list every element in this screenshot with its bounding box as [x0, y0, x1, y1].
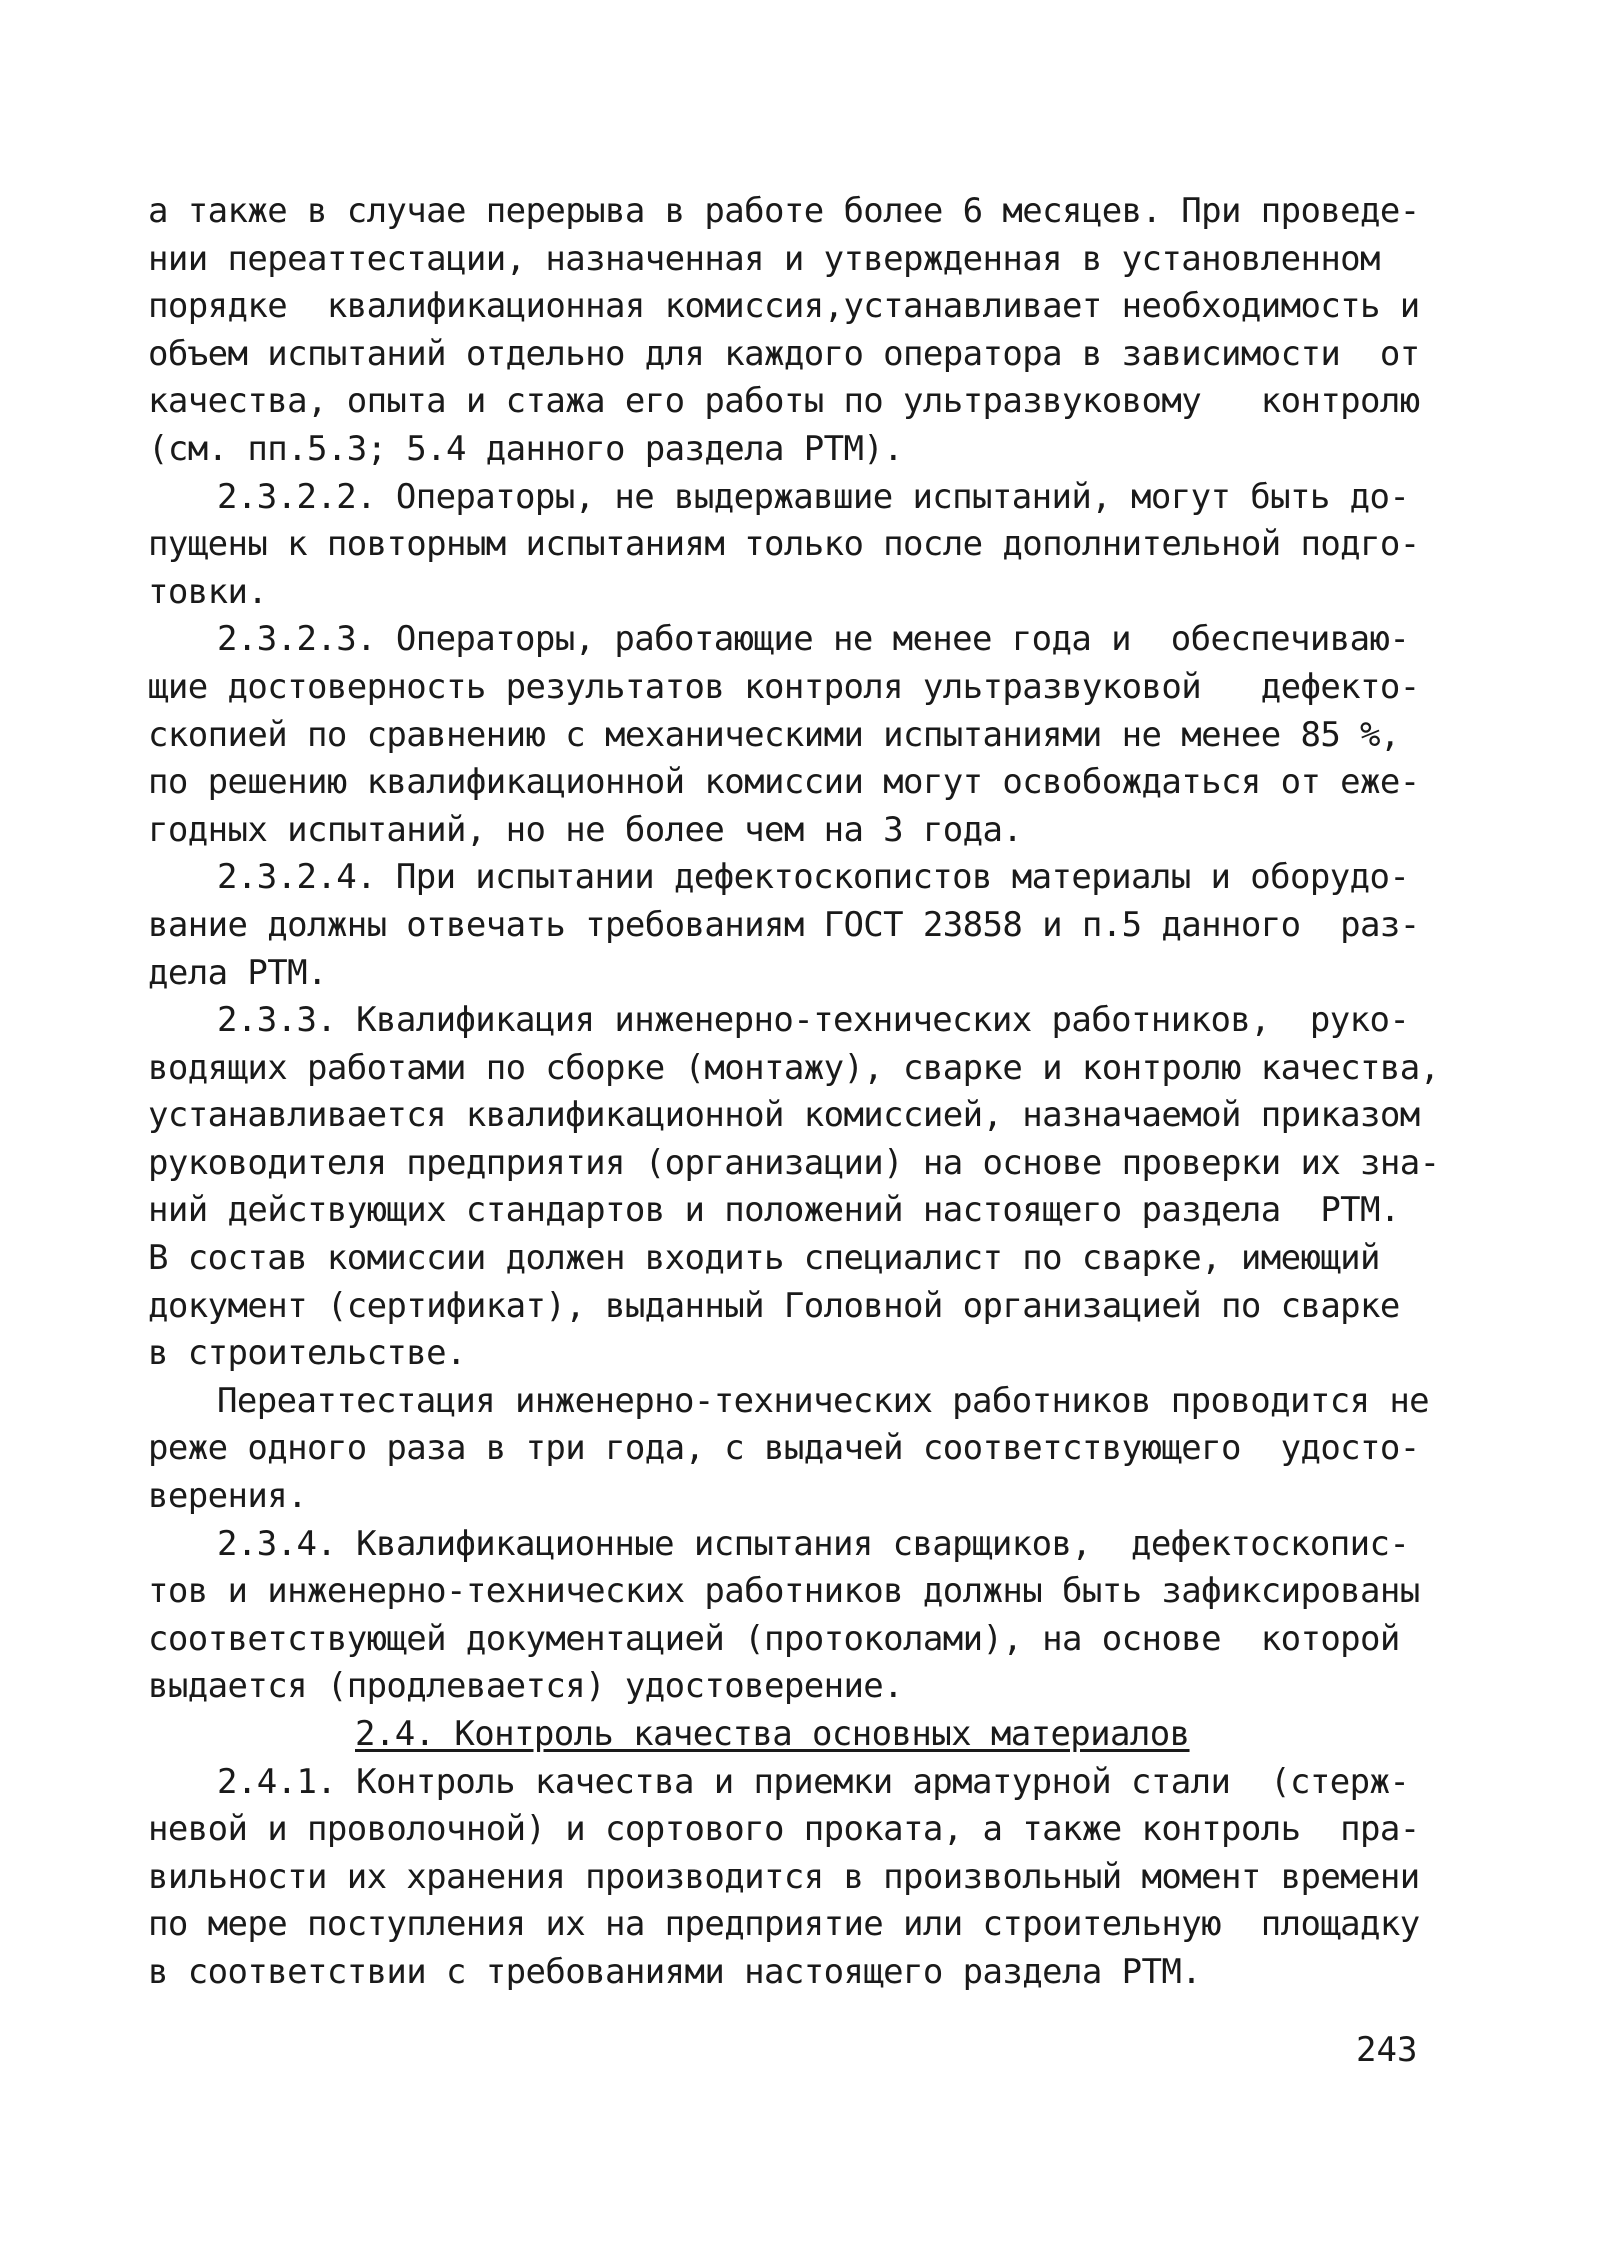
- text-line: вильности их хранения производится в произвольный момент времени: [148, 1856, 1420, 1897]
- text-line: устанавливается квалификационной комиссией, назначаемой приказом: [148, 1095, 1420, 1136]
- text-line: по решению квалификационной комиссии могут освобождаться от еже-: [148, 762, 1420, 803]
- text-line: вание должны отвечать требованиям ГОСТ 23858 и п.5 данного раз-: [148, 904, 1420, 945]
- text-line: В состав комиссии должен входить специалист по сварке, имеющий: [148, 1238, 1380, 1279]
- page-number: 243: [1356, 2030, 1418, 2070]
- paragraph-reattestation: Переаттестация инженерно-технических работников проводится не: [217, 1380, 1430, 1421]
- text-line: руководителя предприятия (организации) на основе проверки их зна-: [148, 1142, 1440, 1183]
- text-line: (см. пп.5.3; 5.4 данного раздела РТМ).: [148, 428, 904, 469]
- text-line: выдается (продлевается) удостоверение.: [148, 1666, 904, 1707]
- text-line: годных испытаний, но не более чем на 3 года.: [148, 809, 1023, 850]
- text-line: тов и инженерно-технических работников должны быть зафиксированы: [148, 1571, 1420, 1612]
- text-line: порядке квалификационная комиссия,устанавливает необходимость и: [148, 286, 1420, 327]
- text-line: ний действующих стандартов и положений настоящего раздела РТМ.: [148, 1190, 1400, 1231]
- paragraph-2-3-2-4: 2.3.2.4. При испытании дефектоскопистов материалы и оборудо-: [217, 857, 1410, 898]
- text-line: пущены к повторным испытаниям только после дополнительной подго-: [148, 524, 1420, 565]
- text-line: по мере поступления их на предприятие или строительную площадку: [148, 1904, 1420, 1945]
- text-line: невой и проволочной) и сортового проката, а также контроль пра-: [148, 1809, 1420, 1850]
- text-line: верения.: [148, 1476, 307, 1517]
- paragraph-2-3-4: 2.3.4. Квалификационные испытания сварщиков, дефектоскопис-: [217, 1523, 1410, 1564]
- text-line: дела РТМ.: [148, 952, 327, 993]
- text-line: скопией по сравнению с механическими испытаниями не менее 85 %,: [148, 714, 1400, 755]
- paragraph-2-3-3: 2.3.3. Квалификация инженерно-технических работников, руко-: [217, 1000, 1410, 1041]
- paragraph-2-3-2-2: 2.3.2.2. Операторы, не выдержавшие испытаний, могут быть до-: [217, 476, 1410, 517]
- text-line: водящих работами по сборке (монтажу), сварке и контролю качества,: [148, 1047, 1440, 1088]
- text-line: в соответствии с требованиями настоящего раздела РТМ.: [148, 1951, 1202, 1992]
- section-heading-2-4: 2.4. Контроль качества основных материалов: [355, 1714, 1190, 1754]
- text-line: в строительстве.: [148, 1333, 466, 1374]
- text-line: реже одного раза в три года, с выдачей соответствующего удосто-: [148, 1428, 1420, 1469]
- text-line: товки.: [148, 571, 268, 612]
- text-line: соответствующей документацией (протоколами), на основе которой: [148, 1618, 1400, 1659]
- text-line: а также в случае перерыва в работе более 6 месяцев. При проведе-: [148, 191, 1420, 231]
- text-line: нии переаттестации, назначенная и утвержденная в установленном: [148, 238, 1380, 279]
- body-text: [148, 188, 1440, 1997]
- paragraph-2-4-1: 2.4.1. Контроль качества и приемки арматурной стали (стерж-: [217, 1761, 1410, 1802]
- text-line: качества, опыта и стажа его работы по ультразвуковому контролю: [148, 381, 1420, 422]
- text-line: документ (сертификат), выданный Головной организацией по сварке: [148, 1285, 1400, 1326]
- text-line: щие достоверность результатов контроля ультразвуковой дефекто-: [148, 666, 1420, 707]
- text-line: объем испытаний отдельно для каждого оператора в зависимости от: [148, 333, 1420, 374]
- paragraph-2-3-2-3: 2.3.2.3. Операторы, работающие не менее года и обеспечиваю-: [217, 619, 1410, 660]
